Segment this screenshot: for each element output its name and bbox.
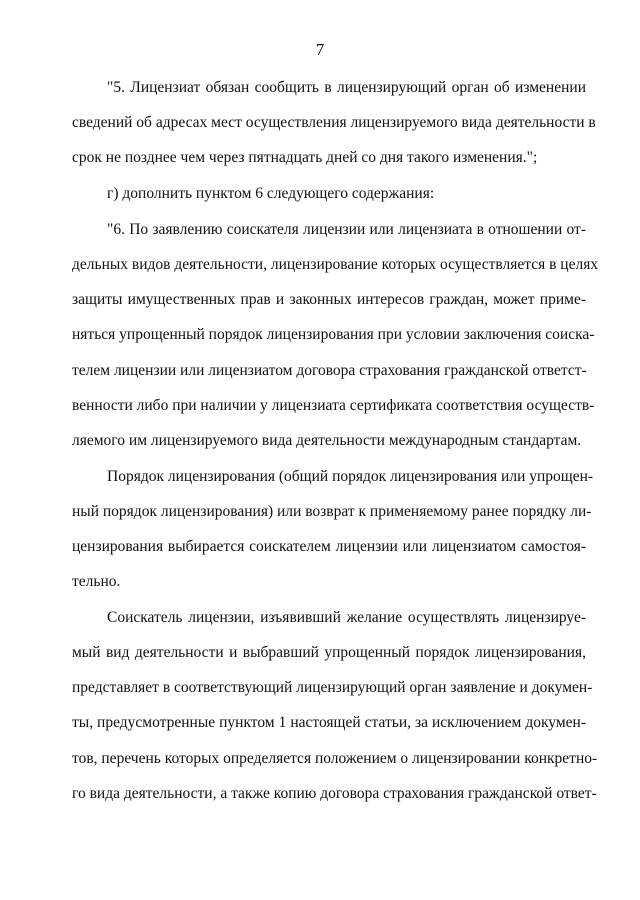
text-line: няться упрощенный порядок лицензирования при условии заключения соиска- — [72, 326, 595, 343]
text-line: ты, предусмотренные пунктом 1 настоящей статьи, за исключением докумен- — [72, 714, 586, 731]
text-line: Соискатель лицензии, изъявивший желание осуществлять лицензируе- — [107, 609, 586, 626]
text-line: Порядок лицензирования (общий порядок лицензирования или упрощен- — [107, 468, 594, 485]
text-line: защиты имущественных прав и законных интересов граждан, может приме- — [72, 291, 586, 308]
text-line: г) дополнить пунктом 6 следующего содержания: — [107, 185, 435, 202]
text-line: ляемого им лицензируемого вида деятельности международным стандартам. — [72, 432, 582, 449]
text-line: ный порядок лицензирования) или возврат к применяемому ранее порядку ли- — [72, 503, 592, 520]
text-line: представляет в соответствующий лицензирующий орган заявление и докумен- — [72, 679, 593, 696]
text-line: телем лицензии или лицензиатом договора страхования гражданской ответст- — [72, 362, 587, 379]
text-line: го вида деятельности, а также копию договора страхования гражданской ответ- — [72, 785, 597, 802]
text-line: цензирования выбирается соискателем лицензии или лицензиатом самостоя- — [72, 538, 586, 555]
text-line: дельных видов деятельности, лицензирование которых осуществляется в целях — [72, 256, 599, 273]
text-line: сведений об адресах мест осуществления лицензируемого вида деятельности в — [72, 114, 596, 131]
page-number: 7 — [315, 40, 325, 59]
text-line: мый вид деятельности и выбравший упрощенный порядок лицензирования, — [72, 644, 586, 661]
text-line: тельно. — [72, 573, 121, 590]
text-line: тов, перечень которых определяется положением о лицензировании конкретно- — [72, 750, 598, 767]
text-line: "5. Лицензиат обязан сообщить в лицензирующий орган об изменении — [107, 79, 586, 96]
text-line: срок не позднее чем через пятнадцать дней со дня такого изменения."; — [72, 149, 538, 166]
text-line: венности либо при наличии у лицензиата сертификата соответствия осуществ- — [72, 397, 595, 414]
text-line: "6. По заявлению соискателя лицензии или лицензиата в отношении от- — [107, 221, 586, 238]
